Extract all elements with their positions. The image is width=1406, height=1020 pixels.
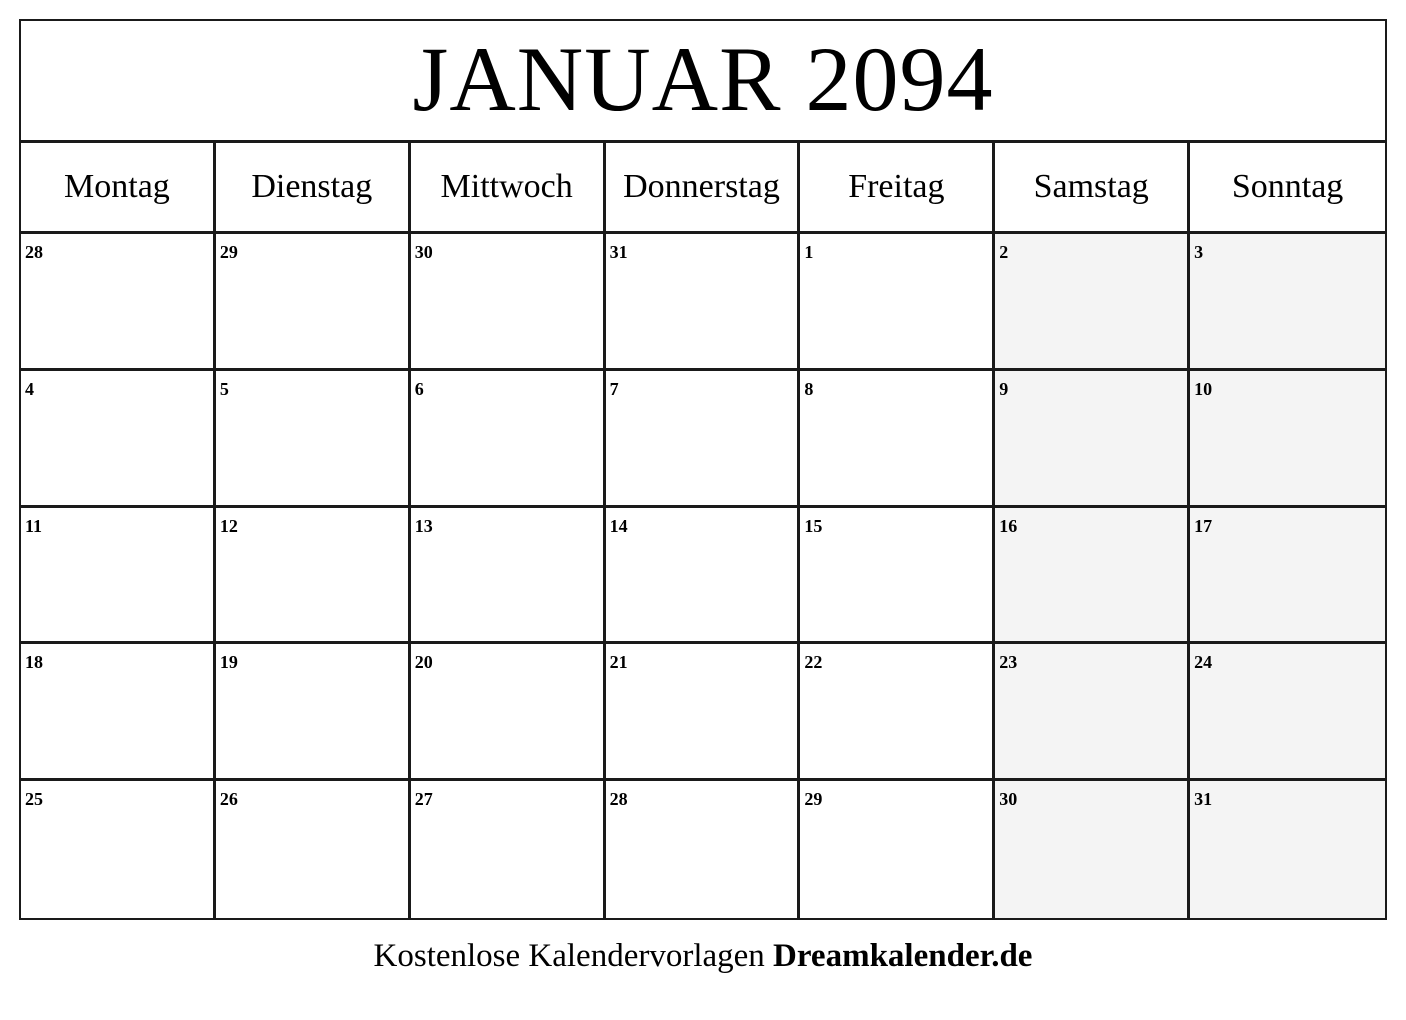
day-number: 31 xyxy=(1194,789,1213,810)
day-cell xyxy=(606,781,801,918)
day-number: 17 xyxy=(1194,515,1213,536)
day-number: 2 xyxy=(999,242,1009,262)
day-cell xyxy=(606,508,801,645)
weekday-saturday: Samstag xyxy=(995,143,1190,231)
day-grid xyxy=(21,234,1385,918)
day-number: 21 xyxy=(609,652,628,673)
day-number: 28 xyxy=(609,789,628,810)
day-cell xyxy=(800,371,995,508)
day-cell xyxy=(995,234,1190,371)
footer-brand: Dreamkalender.de xyxy=(773,938,1033,974)
day-number: 19 xyxy=(219,652,238,673)
weekday-monday: Montag xyxy=(21,143,216,231)
weekday-wednesday: Mittwoch xyxy=(411,143,606,231)
weekday-sunday: Sonntag xyxy=(1231,168,1344,205)
day-number: 24 xyxy=(1194,652,1213,673)
calendar xyxy=(19,19,1387,920)
day-cell xyxy=(21,508,216,645)
day-number: 14 xyxy=(609,515,628,536)
day-number: 30 xyxy=(999,789,1018,810)
day-number: 29 xyxy=(219,242,238,262)
day-cell xyxy=(216,234,411,371)
weekday-friday: Freitag xyxy=(800,143,995,231)
day-cell xyxy=(1190,644,1385,781)
day-cell xyxy=(606,371,801,508)
day-number: 13 xyxy=(414,515,433,536)
day-number: 12 xyxy=(219,515,238,536)
day-cell xyxy=(411,508,606,645)
day-cell xyxy=(216,371,411,508)
day-number: 4 xyxy=(25,378,34,399)
day-number: 7 xyxy=(609,378,619,399)
day-number: 15 xyxy=(804,515,823,536)
day-number: 8 xyxy=(804,378,814,399)
page-title: JANUAR 2094 xyxy=(412,27,994,130)
day-number: 22 xyxy=(804,652,823,673)
day-cell xyxy=(995,781,1190,918)
day-number: 27 xyxy=(414,789,433,810)
footer xyxy=(0,938,1406,975)
day-cell xyxy=(21,781,216,918)
title-bar xyxy=(21,21,1385,143)
day-cell xyxy=(411,371,606,508)
day-cell xyxy=(21,234,216,371)
day-cell xyxy=(800,781,995,918)
weekday-thursday: Donnerstag xyxy=(606,143,801,231)
day-cell xyxy=(1190,781,1385,918)
day-number: 16 xyxy=(999,515,1018,536)
day-number: 31 xyxy=(609,242,628,262)
day-cell xyxy=(606,234,801,371)
day-cell xyxy=(411,234,606,371)
day-number: 25 xyxy=(25,789,43,810)
day-cell xyxy=(21,644,216,781)
day-number: 3 xyxy=(1194,242,1204,262)
day-cell xyxy=(606,644,801,781)
day-number: 20 xyxy=(414,652,433,673)
day-number: 9 xyxy=(999,378,1009,399)
day-number: 28 xyxy=(25,242,43,262)
day-cell xyxy=(21,371,216,508)
day-cell xyxy=(800,508,995,645)
day-cell xyxy=(995,371,1190,508)
day-number: 26 xyxy=(219,789,238,810)
day-number: 29 xyxy=(804,789,823,810)
day-cell xyxy=(411,644,606,781)
footer-text: Kostenlose Kalendervorlagen xyxy=(373,938,774,974)
day-cell xyxy=(216,508,411,645)
day-number: 6 xyxy=(414,378,424,399)
day-cell xyxy=(216,644,411,781)
day-number: 18 xyxy=(25,652,43,673)
day-cell xyxy=(1190,371,1385,508)
weekday-tuesday: Dienstag xyxy=(216,143,411,231)
day-cell xyxy=(800,234,995,371)
day-number: 11 xyxy=(25,515,43,536)
day-cell xyxy=(995,644,1190,781)
day-cell xyxy=(995,508,1190,645)
day-number: 23 xyxy=(999,652,1018,673)
day-cell xyxy=(411,781,606,918)
day-number: 10 xyxy=(1194,378,1213,399)
day-cell xyxy=(216,781,411,918)
day-cell xyxy=(800,644,995,781)
weekday-header-row xyxy=(21,143,1385,234)
day-number: 30 xyxy=(414,242,433,262)
day-number: 5 xyxy=(219,378,229,399)
day-cell xyxy=(1190,508,1385,645)
day-number: 1 xyxy=(804,242,814,262)
day-cell xyxy=(1190,234,1385,371)
